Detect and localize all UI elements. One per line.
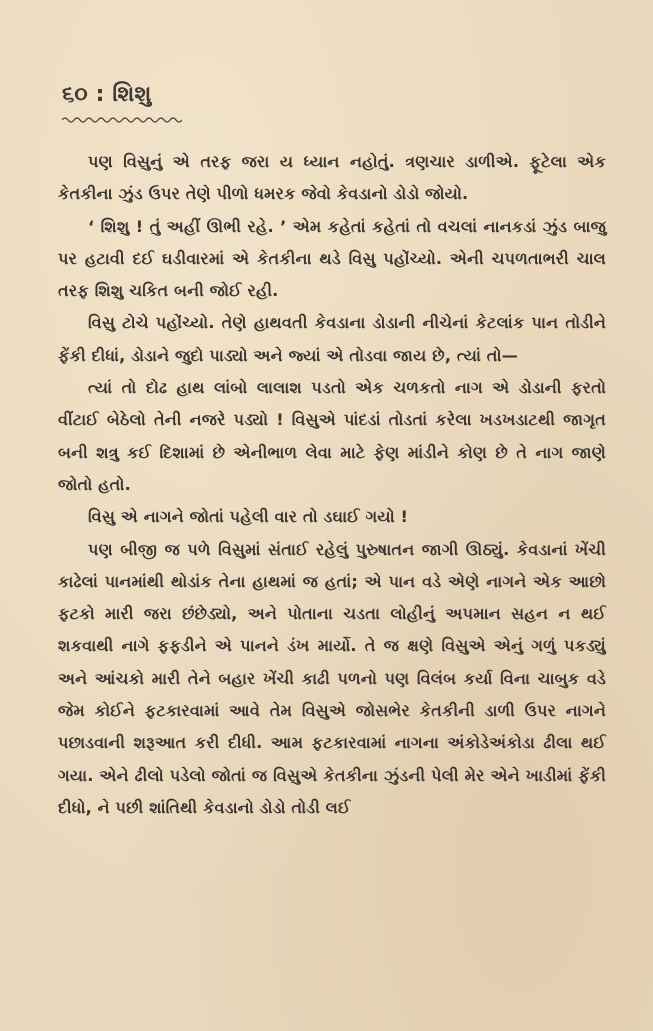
paragraph-6: પણ બીજી જ પળે વિસુમાં સંતાઈ રહેલું પુરુષાતન જાગી ઊઠ્યું. કેવડાનાં ખેંચી કાઢેલાં પાનમાંથી થોડાંક તેના હાથમાં જ હતાં; એ પાન વડે એણે નાગને એક આછો ફટકો મારી જરા છંછેડ્યો, અને પોતાના ચડતા લોહીનું અપમાન સહન ન થઈ શકવાથી નાગે ફફડીને એ પાનને ડંખ માર્યો. તે જ ક્ષણે વિસુએ એનું ગળું પકડ્યું અને આંચકો મારી તેને બહાર ખેંચી કાઢી પળનો પણ વિલંબ કર્યા વિના ચાબુક વડે જેમ કોઈને ફટકારવામાં આવે તેમ વિસુએ જોસભેર કેતકીની ડાળી ઉપર નાગને પછાડવાની શરૂઆત કરી દીધી. આમ ફટકારવામાં નાગના અંકોડેઅંકોડા ઢીલા થઈ ગયા. એને ઢીલો પડેલો જોતાં જ વિસુએ કેતકીના ઝુંડની પેલી મેર એને ખાડીમાં ફેંકી દીધો, ને પછી શાંતિથી કેવડાનો ડોડો તોડી લઈ (58, 539, 606, 817)
header-separator: : (95, 82, 105, 107)
wavy-line (62, 118, 182, 122)
paragraph-3: વિસુ ટોચે પહોંચ્યો. તેણે હાથવતી કેવડાના ડોડાની નીચેનાં કેટલાંક પાન તોડીને ફેંકી દીધાં, ડોડાને જુદો પાડ્યો અને જ્યાં એ તોડવા જાય છે, ત્યાં તો— (58, 313, 606, 365)
book-title: શિશુ (112, 82, 152, 107)
paragraph-5: વિસુ એ નાગને જોતાં પહેલી વાર તો ડઘાઈ ગયો ! (88, 507, 409, 527)
decorative-wavy-underline (62, 116, 182, 124)
page-number: ૬૦ (62, 82, 88, 107)
paragraph-4: ત્યાં તો દોઢ હાથ લાંબો લાલાશ પડતો એક ચળકતો નાગ એ ડોડાની ફરતો વીંટાઈ બેઠેલો તેની નજરે પડ્યો ! વિસુએ પાંદડાં તોડતાં કરેલા ખડખડાટથી જાગૃત બની શત્રુ કઈ દિશામાં છે એનીભાળ લેવા માટે ફેણ માંડીને કોણ છે તે નાગ જાણે જોતો હતો. (58, 378, 606, 494)
paragraph-2: ‘ શિશુ ! તું અહીં ઊભી રહે. ’ એમ કહેતાં કહેતાં તો વચલાં નાનકડાં ઝુંડ બાજુ પર હટાવી દઈ ઘડીવારમાં એ કેતકીના થડે વિસુ પહોંચ્યો. એની ચપળતાભરી ચાલ તરફ શિશુ ચકિત બની જોઈ રહી. (58, 216, 606, 301)
paragraph-1: પણ વિસુનું એ તરફ જરા ય ધ્યાન નહોતું. ત્રણચાર ડાળીએ. ફૂટેલા એક કેતકીના ઝુંડ ઉપર તેણે પીળો ધમરક જેવો કેવડાનો ડોડો જોયો. (58, 152, 606, 204)
page-header (62, 82, 151, 107)
body-text (58, 146, 606, 824)
